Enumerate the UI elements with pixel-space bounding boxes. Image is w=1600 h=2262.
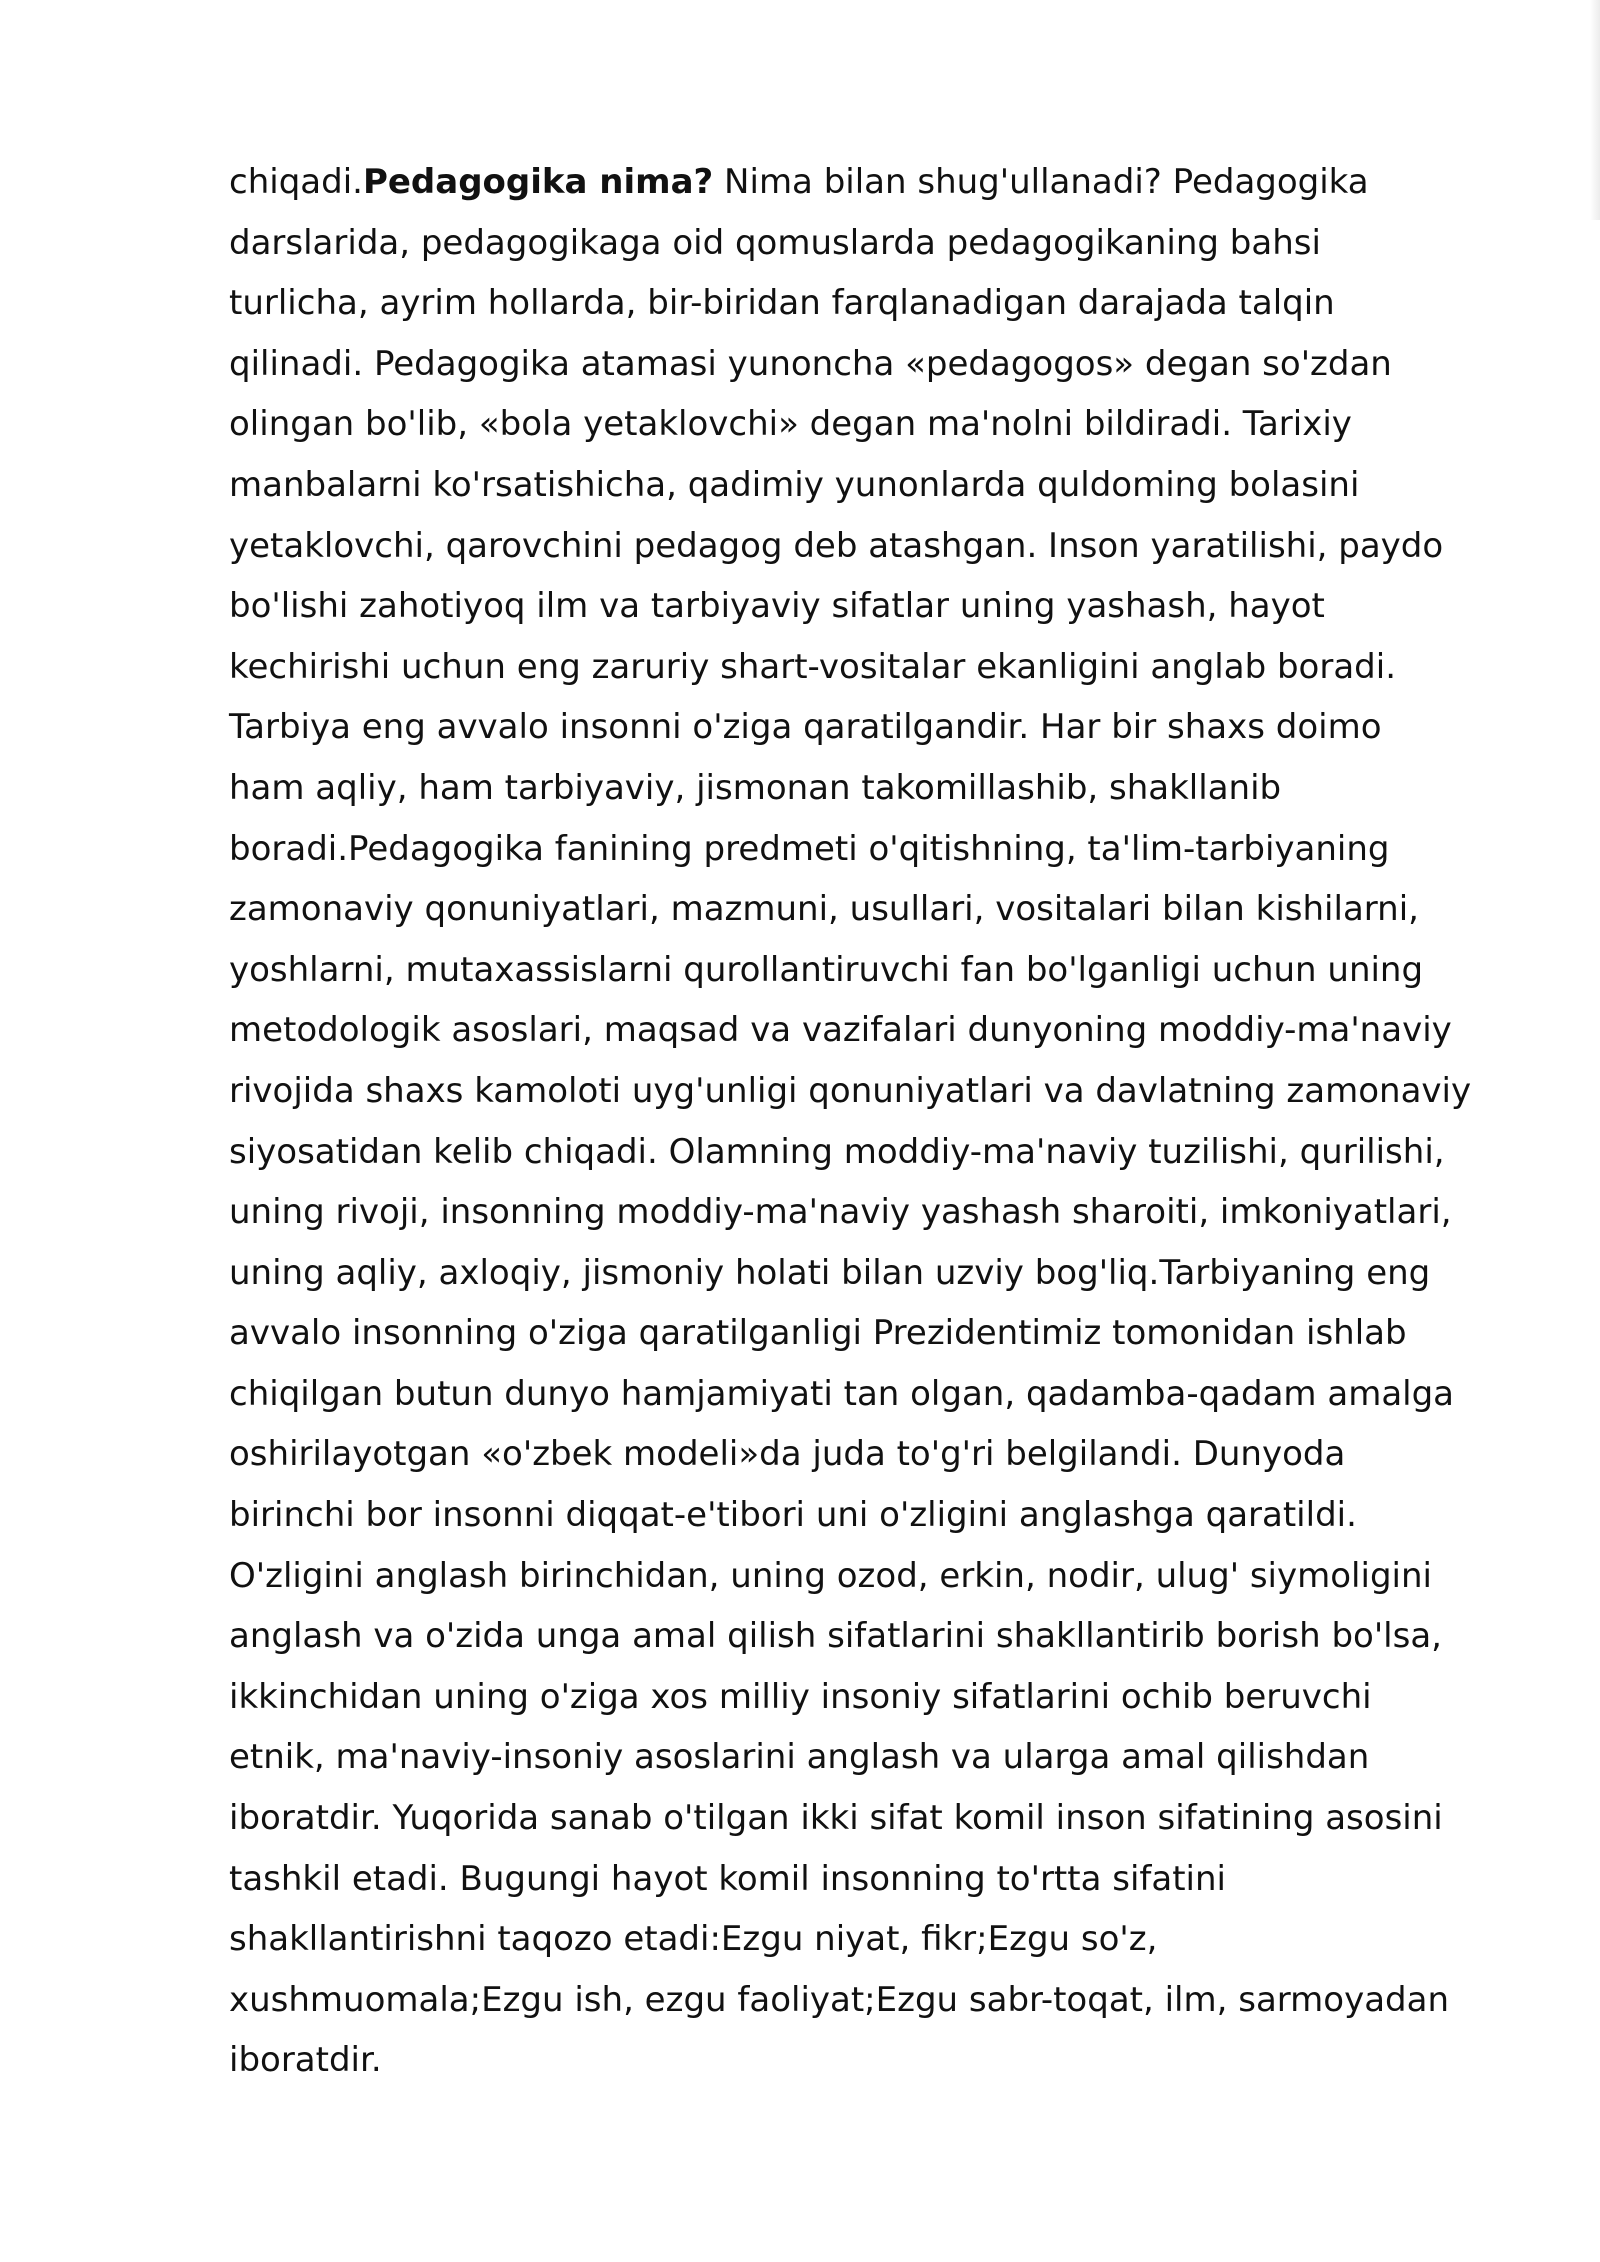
text-line: olingan bo'lib, «bola yetaklovchi» degan ma'nolni bildiradi. Tarixiy bbox=[229, 404, 1352, 445]
text-line: O'zligini anglash birinchidan, uning ozod, erkin, nodir, ulug' siymoligini bbox=[229, 1555, 1432, 1596]
text-line: zamonaviy qonuniyatlari, mazmuni, usullari, vositalari bilan kishilarni, bbox=[229, 889, 1419, 930]
text-line: anglash va o'zida unga amal qilish sifatlarini shakllantirib borish bo'lsa, bbox=[229, 1616, 1442, 1657]
bold-heading-run: Pedagogika nima? bbox=[362, 162, 714, 202]
page-edge-shadow bbox=[1590, 0, 1600, 220]
text-run: Nima bilan shug'ullanadi? Pedagogika bbox=[713, 162, 1369, 202]
text-line: qilinadi. Pedagogika atamasi yunoncha «pedagogos» degan so'zdan bbox=[229, 343, 1392, 384]
text-line: yetaklovchi, qarovchini pedagog deb atashgan. Inson yaratilishi, paydo bbox=[229, 525, 1444, 566]
text-line: ikkinchidan uning o'ziga xos milliy insoniy sifatlarini ochib beruvchi bbox=[229, 1676, 1372, 1717]
text-line: turlicha, ayrim hollarda, bir-biridan farqlanadigan darajada talqin bbox=[229, 283, 1335, 324]
text-line: etnik, ma'naviy-insoniy asoslarini anglash va ularga amal qilishdan bbox=[229, 1737, 1370, 1778]
text-line: metodologik asoslari, maqsad va vazifalari dunyoning moddiy-ma'naviy bbox=[229, 1010, 1452, 1051]
body-paragraph bbox=[229, 152, 1529, 2091]
text-line: Tarbiya eng avvalo insonni o'ziga qaratilgandir. Har bir shaxs doimo bbox=[229, 707, 1382, 748]
text-line: rivojida shaxs kamoloti uyg'unligi qonuniyatlari va davlatning zamonaviy bbox=[229, 1070, 1472, 1111]
text-line: yoshlarni, mutaxassislarni qurollantiruvchi fan bo'lganligi uchun uning bbox=[229, 949, 1424, 990]
text-line: ham aqliy, ham tarbiyaviy, jismonan takomillashib, shakllanib bbox=[229, 767, 1282, 808]
text-line: xushmuomala;Ezgu ish, ezgu faoliyat;Ezgu sabr-toqat, ilm, sarmoyadan bbox=[229, 1979, 1449, 2020]
text-line: chiqilgan butun dunyo hamjamiyati tan olgan, qadamba-qadam amalga bbox=[229, 1373, 1455, 1414]
text-line: shakllantirishni taqozo etadi:Ezgu niyat, fikr;Ezgu so'z, bbox=[229, 1919, 1158, 1960]
text-line bbox=[229, 152, 1529, 213]
text-line: bo'lishi zahotiyoq ilm va tarbiyaviy sifatlar uning yashash, hayot bbox=[229, 586, 1325, 627]
text-line: uning rivoji, insonning moddiy-ma'naviy yashash sharoiti, imkoniyatlari, bbox=[229, 1192, 1452, 1233]
text-line: siyosatidan kelib chiqadi. Olamning moddiy-ma'naviy tuzilishi, qurilishi, bbox=[229, 1131, 1445, 1172]
text-line: manbalarni ko'rsatishicha, qadimiy yunonlarda quldoming bolasini bbox=[229, 464, 1360, 505]
text-line: iboratdir. Yuqorida sanab o'tilgan ikki sifat komil inson sifatining asosini bbox=[229, 1798, 1443, 1839]
text-line: kechirishi uchun eng zaruriy shart-vositalar ekanligini anglab boradi. bbox=[229, 646, 1397, 687]
text-line: avvalo insonning o'ziga qaratilganligi Prezidentimiz tomonidan ishlab bbox=[229, 1313, 1407, 1354]
text-line: boradi.Pedagogika fanining predmeti o'qitishning, ta'lim-tarbiyaning bbox=[229, 828, 1390, 869]
text-run: chiqadi. bbox=[229, 162, 363, 202]
text-line: iboratdir. bbox=[229, 2040, 382, 2081]
text-line: uning aqliy, axloqiy, jismoniy holati bilan uzviy bog'liq.Tarbiyaning eng bbox=[229, 1252, 1431, 1293]
text-line: darslarida, pedagogikaga oid qomuslarda pedagogikaning bahsi bbox=[229, 222, 1321, 263]
text-line: tashkil etadi. Bugungi hayot komil insonning to'rtta sifatini bbox=[229, 1858, 1226, 1899]
text-line: oshirilayotgan «o'zbek modeli»da juda to'g'ri belgilandi. Dunyoda bbox=[229, 1434, 1346, 1475]
text-line: birinchi bor insonni diqqat-e'tibori uni o'zligini anglashga qaratildi. bbox=[229, 1495, 1357, 1536]
